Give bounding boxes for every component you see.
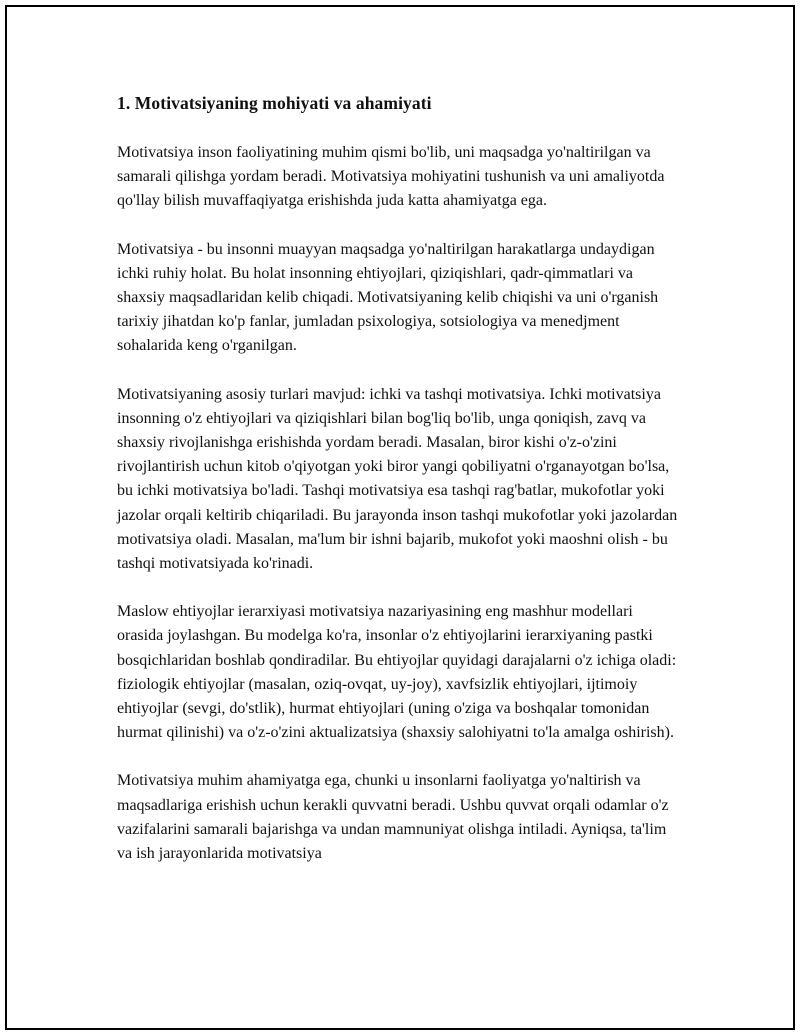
paragraph-1: Motivatsiya inson faoliyatining muhim qismi bo'lib, uni maqsadga yo'naltirilgan va samarali qilishga yordam beradi. Motivatsiya mohiyatini tushunish va uni amaliyotda qo'llay bilish muvaffaqiyatga erishishda juda katta ahamiyatga ega. [117, 144, 665, 210]
paragraph-3: Motivatsiyaning asosiy turlari mavjud: ichki va tashqi motivatsiya. Ichki motivatsiya insonning o'z ehtiyojlari va qiziqishlari bilan bog'liq bo'lib, unga qoniqish, zavq va shaxsiy rivojlanishga erishishda yordam beradi. Masalan, biror kishi o'z-o'zini rivojlantirish uchun kitob o'qiyotgan yoki biror yangi qobiliyatni o'rganayotgan bo'lsa, bu ichki motivatsiya bo'ladi. Tashqi motivatsiya esa tashqi rag'batlar, mukofotlar yoki jazolar orqali keltirib chiqariladi. Bu jarayonda inson tashqi mukofotlar yoki jazolardan motivatsiya oladi. Masalan, ma'lum bir ishni bajarib, mukofot yoki maoshni olish - bu tashqi motivatsiyada ko'rinadi. [117, 385, 678, 573]
document-heading: 1. Motivatsiyaning mohiyati va ahamiyati [117, 93, 432, 113]
paragraph-5: Motivatsiya muhim ahamiyatga ega, chunki u insonlarni faoliyatga yo'naltirish va maqsadlariga erishish uchun kerakli quvvatni beradi. Ushbu quvvat orqali odamlar o'z vazifalarini samarali bajarishga va undan mamnuniyat olishga intiladi. Ayniqsa, ta'lim va ish jarayonlarida motivatsiya [117, 772, 669, 863]
paragraph-4: Maslow ehtiyojlar ierarxiyasi motivatsiya nazariyasining eng mashhur modellari orasida joylashgan. Bu modelga ko'ra, insonlar o'z ehtiyojlarini ierarxiyaning pastki bosqichlaridan boshlab qondiradilar. Bu ehtiyojlar quyidagi darajalarni o'z ichiga oladi: fiziologik ehtiyojlar (masalan, oziq-ovqat, uy-joy), xavfsizlik ehtiyojlari, ijtimoiy ehtiyojlar (sevgi, do'stlik), hurmat ehtiyojlari (uning o'ziga va boshqalar tomonidan hurmat qilinishi) va o'z-o'zini aktualizatsiya (shaxsiy salohiyatni to'la amalga oshirish). [117, 603, 677, 742]
document-content [117, 93, 683, 890]
paragraph-2: Motivatsiya - bu insonni muayyan maqsadga yo'naltirilgan harakatlarga undaydigan ichki ruhiy holat. Bu holat insonning ehtiyojlari, qiziqishlari, qadr-qimmatlari va shaxsiy maqsadlaridan kelib chiqadi. Motivatsiyaning kelib chiqishi va uni o'rganish tarixiy jihatdan ko'p fanlar, jumladan psixologiya, sotsiologiya va menedjment sohalarida keng o'rganilgan. [117, 240, 659, 355]
